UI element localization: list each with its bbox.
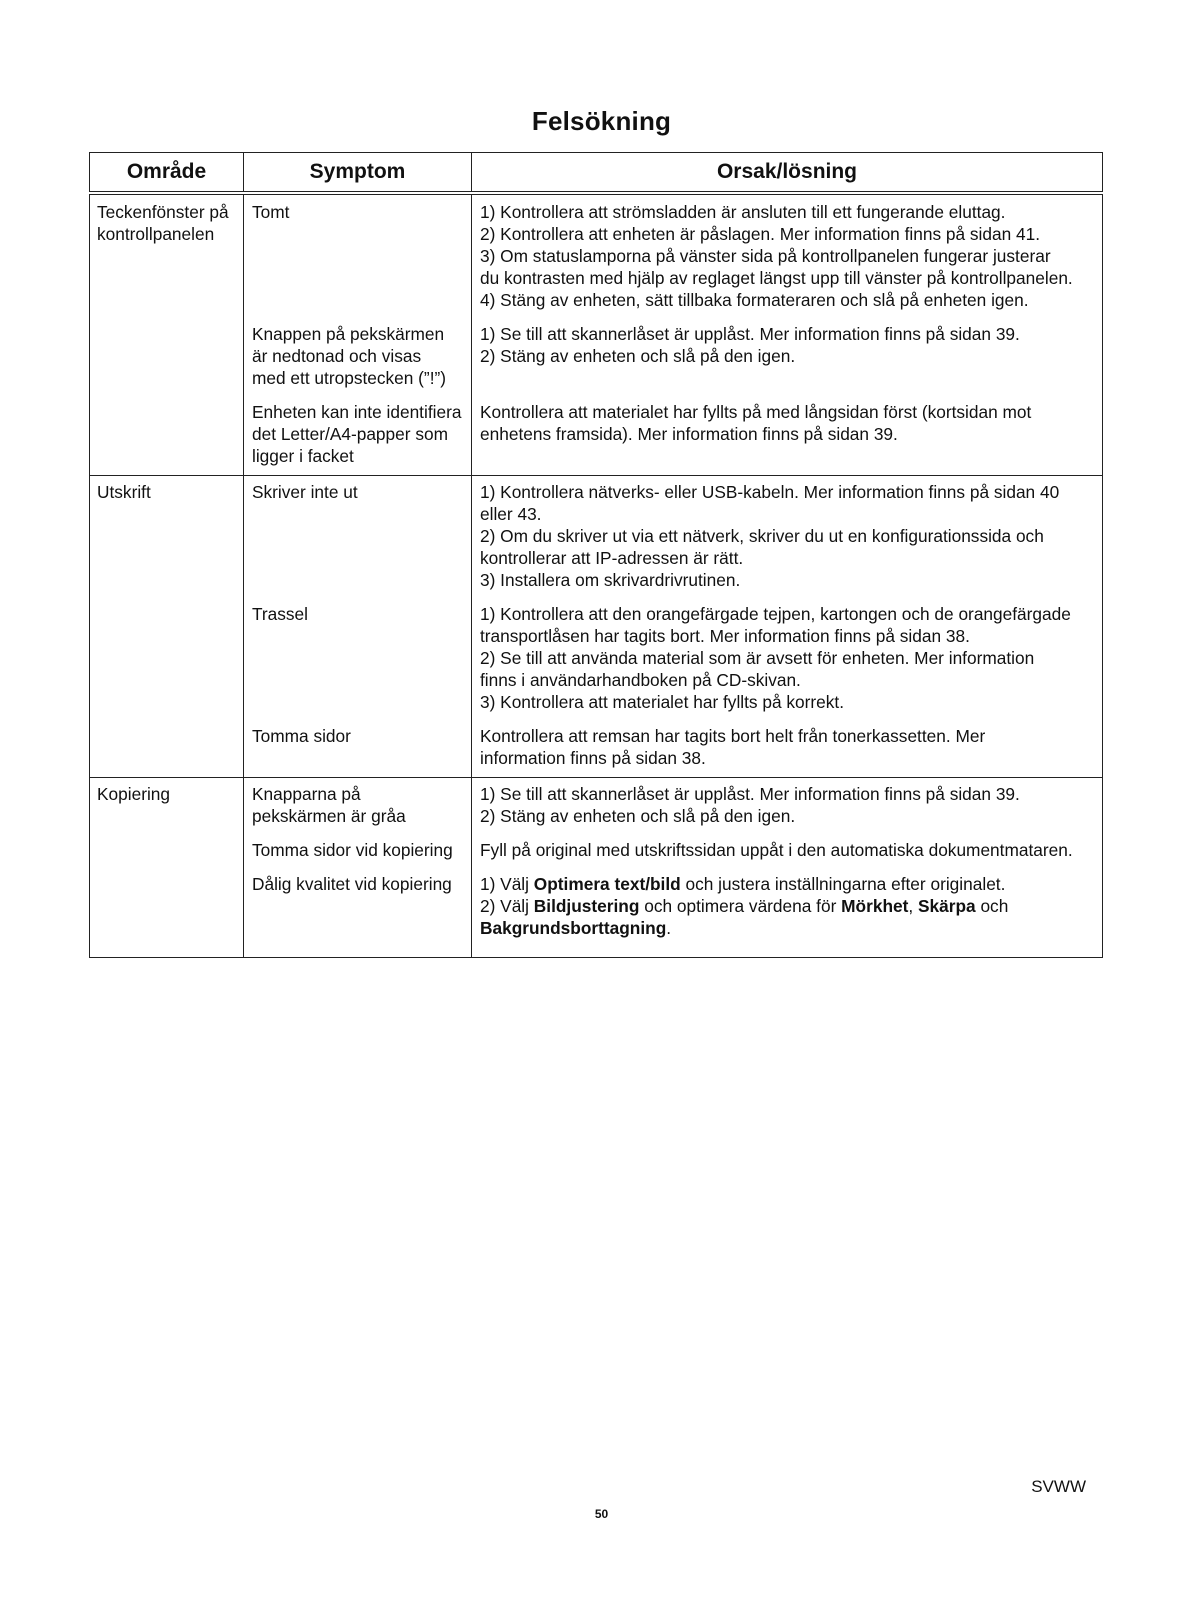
solution-text: , xyxy=(908,896,918,916)
solution-cell xyxy=(472,193,1103,315)
area-cell xyxy=(90,595,244,717)
table-row xyxy=(90,595,1103,717)
table-row xyxy=(90,778,1103,832)
table-row xyxy=(90,831,1103,865)
symptom-text: är nedtonad och visas xyxy=(252,346,422,366)
symptom-text: Trassel xyxy=(252,604,309,624)
solution-text: . xyxy=(666,918,672,938)
symptom-text: Tomma sidor xyxy=(252,726,351,746)
symptom-cell xyxy=(244,717,472,778)
solution-text: 2) Stäng av enheten och slå på den igen. xyxy=(480,806,796,826)
solution-text: Kontrollera att remsan har tagits bort helt från tonerkassetten. Mer xyxy=(480,726,986,746)
solution-text: 2) Om du skriver ut via ett nätverk, skriver du ut en konfigurationssida och xyxy=(480,526,1044,546)
solution-text: kontrollerar att IP-adressen är rätt. xyxy=(480,548,744,568)
symptom-cell xyxy=(244,831,472,865)
symptom-text: Tomt xyxy=(252,202,290,222)
setting-name: Mörkhet xyxy=(841,896,909,916)
symptom-cell xyxy=(244,315,472,393)
solution-cell xyxy=(472,778,1103,832)
solution-text: du kontrasten med hjälp av reglaget längst upp till vänster på kontrollpanelen. xyxy=(480,268,1073,288)
solution-cell xyxy=(472,831,1103,865)
area-text: Utskrift xyxy=(97,482,151,502)
solution-text: och optimera värdena för xyxy=(639,896,842,916)
menu-option-name: Bildjustering xyxy=(533,896,640,916)
symptom-cell xyxy=(244,476,472,596)
solution-cell xyxy=(472,717,1103,778)
solution-text: Fyll på original med utskriftssidan uppåt i den automatiska dokumentmataren. xyxy=(480,840,1073,860)
solution-cell xyxy=(472,476,1103,596)
symptom-cell xyxy=(244,193,472,315)
table-row xyxy=(90,717,1103,778)
solution-text: eller 43. xyxy=(480,504,542,524)
header-row xyxy=(90,153,1103,194)
solution-line xyxy=(480,895,1095,917)
solution-text: 1) Se till att skannerlåset är upplåst. Mer information finns på sidan 39. xyxy=(480,324,1020,344)
symptom-cell xyxy=(244,865,472,958)
symptom-text: Enheten kan inte identifiera xyxy=(252,402,462,422)
area-text: Teckenfönster på xyxy=(97,202,229,222)
page-number: 50 xyxy=(594,1507,609,1521)
symptom-text: det Letter/A4-papper som xyxy=(252,424,448,444)
solution-text: transportlåsen har tagits bort. Mer information finns på sidan 38. xyxy=(480,626,970,646)
footer-code: SVWW xyxy=(1031,1477,1086,1496)
table-row xyxy=(90,193,1103,315)
symptom-text: med ett utropstecken (”!”) xyxy=(252,368,447,388)
area-cell xyxy=(90,778,244,832)
solution-text: 2) Kontrollera att enheten är påslagen. Mer information finns på sidan 41. xyxy=(480,224,1041,244)
area-cell xyxy=(90,193,244,315)
area-cell xyxy=(90,831,244,865)
symptom-text: Knappen på pekskärmen xyxy=(252,324,445,344)
symptom-text: ligger i facket xyxy=(252,446,354,466)
symptom-text: Knapparna på xyxy=(252,784,361,804)
area-text: kontrollpanelen xyxy=(97,224,215,244)
symptom-cell xyxy=(244,393,472,476)
menu-option-name: Optimera text/bild xyxy=(533,874,681,894)
symptom-text: Tomma sidor vid kopiering xyxy=(252,840,453,860)
page-title: Felsökning xyxy=(531,106,672,136)
solution-text: 1) Välj xyxy=(480,874,534,894)
solution-text: 1) Kontrollera att strömsladden är ansluten till ett fungerande eluttag. xyxy=(480,202,1006,222)
solution-line xyxy=(480,873,1095,895)
solution-text: och justera inställningarna efter originalet. xyxy=(680,874,1006,894)
area-cell xyxy=(90,476,244,596)
setting-name: Bakgrundsborttagning xyxy=(480,918,667,938)
symptom-text: Dålig kvalitet vid kopiering xyxy=(252,874,452,894)
solution-text: 1) Se till att skannerlåset är upplåst. Mer information finns på sidan 39. xyxy=(480,784,1020,804)
solution-text: 2) Välj xyxy=(480,896,534,916)
area-text: Kopiering xyxy=(97,784,171,804)
solution-text: Kontrollera att materialet har fyllts på med långsidan först (kortsidan mot xyxy=(480,402,1032,422)
solution-text: 3) Om statuslamporna på vänster sida på kontrollpanelen fungerar justerar xyxy=(480,246,1051,266)
symptom-text: pekskärmen är gråa xyxy=(252,806,406,826)
table-row xyxy=(90,865,1103,958)
solution-text: 3) Kontrollera att materialet har fyllts på korrekt. xyxy=(480,692,845,712)
area-cell xyxy=(90,393,244,476)
solution-text: 2) Se till att använda material som är avsett för enheten. Mer information xyxy=(480,648,1035,668)
header-symptom: Symptom xyxy=(244,153,472,194)
solution-cell xyxy=(472,393,1103,476)
solution-text: 1) Kontrollera att den orangefärgade tejpen, kartongen och de orangefärgade xyxy=(480,604,1071,624)
header-solution: Orsak/lösning xyxy=(472,153,1103,194)
solution-cell xyxy=(472,595,1103,717)
solution-text: och xyxy=(975,896,1009,916)
solution-text: 4) Stäng av enheten, sätt tillbaka formateraren och slå på enheten igen. xyxy=(480,290,1029,310)
solution-text: 3) Installera om skrivardrivrutinen. xyxy=(480,570,741,590)
table-row xyxy=(90,315,1103,393)
solution-text: 1) Kontrollera nätverks- eller USB-kabeln. Mer information finns på sidan 40 xyxy=(480,482,1060,502)
solution-text: finns i användarhandboken på CD-skivan. xyxy=(480,670,801,690)
solution-text: 2) Stäng av enheten och slå på den igen. xyxy=(480,346,796,366)
table-row xyxy=(90,393,1103,476)
solution-cell xyxy=(472,865,1103,958)
table-row xyxy=(90,476,1103,596)
area-cell xyxy=(90,315,244,393)
troubleshooting-table xyxy=(89,152,1103,958)
solution-text: information finns på sidan 38. xyxy=(480,748,706,768)
symptom-cell xyxy=(244,595,472,717)
area-cell xyxy=(90,717,244,778)
symptom-text: Skriver inte ut xyxy=(252,482,358,502)
symptom-cell xyxy=(244,778,472,832)
solution-cell xyxy=(472,315,1103,393)
setting-name: Skärpa xyxy=(917,896,976,916)
solution-text: enhetens framsida). Mer information finns på sidan 39. xyxy=(480,424,898,444)
area-cell xyxy=(90,865,244,958)
header-area: Område xyxy=(90,153,244,194)
solution-line xyxy=(480,917,1095,939)
